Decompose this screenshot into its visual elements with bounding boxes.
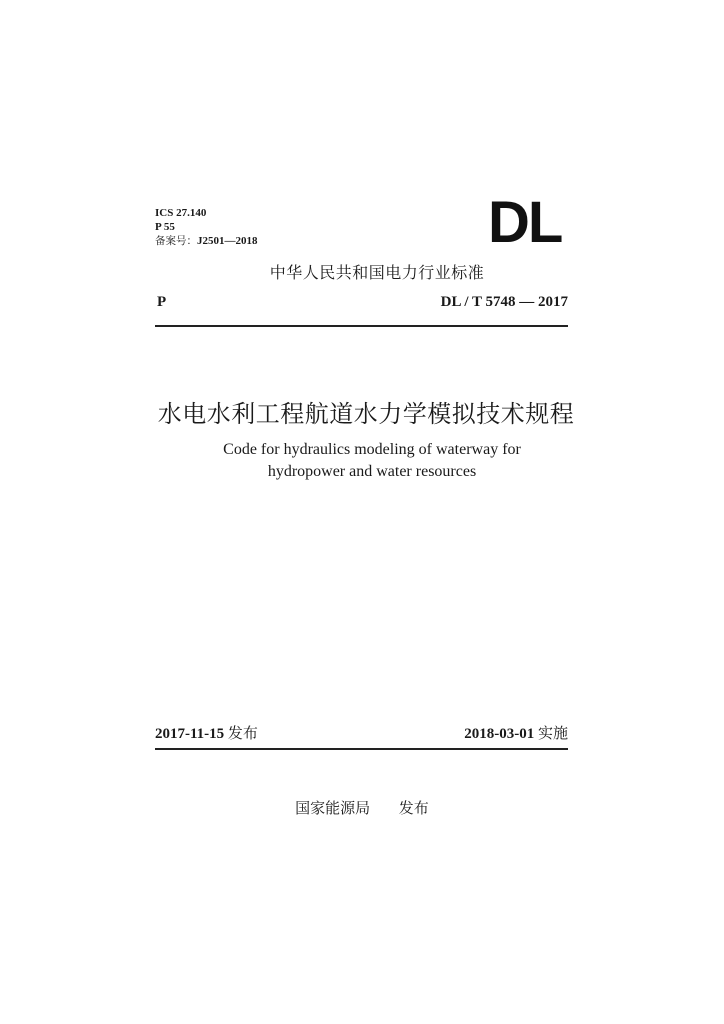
record-number-line: [155, 234, 258, 248]
dl-logo: DL: [488, 190, 562, 255]
title-english-line2: hydropower and water resources: [267, 463, 477, 480]
standard-organization: 中华人民共和国电力行业标准: [269, 263, 485, 282]
issue-date: 2017-11-15: [155, 726, 225, 742]
effective-date: 2018-03-01: [464, 726, 535, 742]
title-chinese: 水电水利工程航道水力学模拟技术规程: [157, 400, 575, 428]
category-code: P 55: [155, 221, 175, 233]
effective-date-line: [464, 722, 568, 743]
record-number: J2501—2018: [197, 235, 258, 247]
effective-label: 实施: [537, 724, 568, 742]
category-letter: P: [157, 294, 167, 310]
issue-date-line: [155, 722, 258, 743]
record-label: 备案号：: [155, 235, 197, 247]
title-english-line1: Code for hydraulics modeling of waterway for: [223, 441, 521, 458]
header-divider: [155, 325, 568, 327]
publisher-action: 发布: [398, 799, 429, 817]
standard-number: DL / T 5748 — 2017: [440, 294, 568, 310]
publisher-line: [0, 797, 724, 818]
ics-code: ICS 27.140: [155, 207, 207, 219]
dates-divider: [155, 748, 568, 750]
publisher-name: 国家能源局: [295, 799, 371, 817]
issue-label: 发布: [227, 724, 258, 742]
